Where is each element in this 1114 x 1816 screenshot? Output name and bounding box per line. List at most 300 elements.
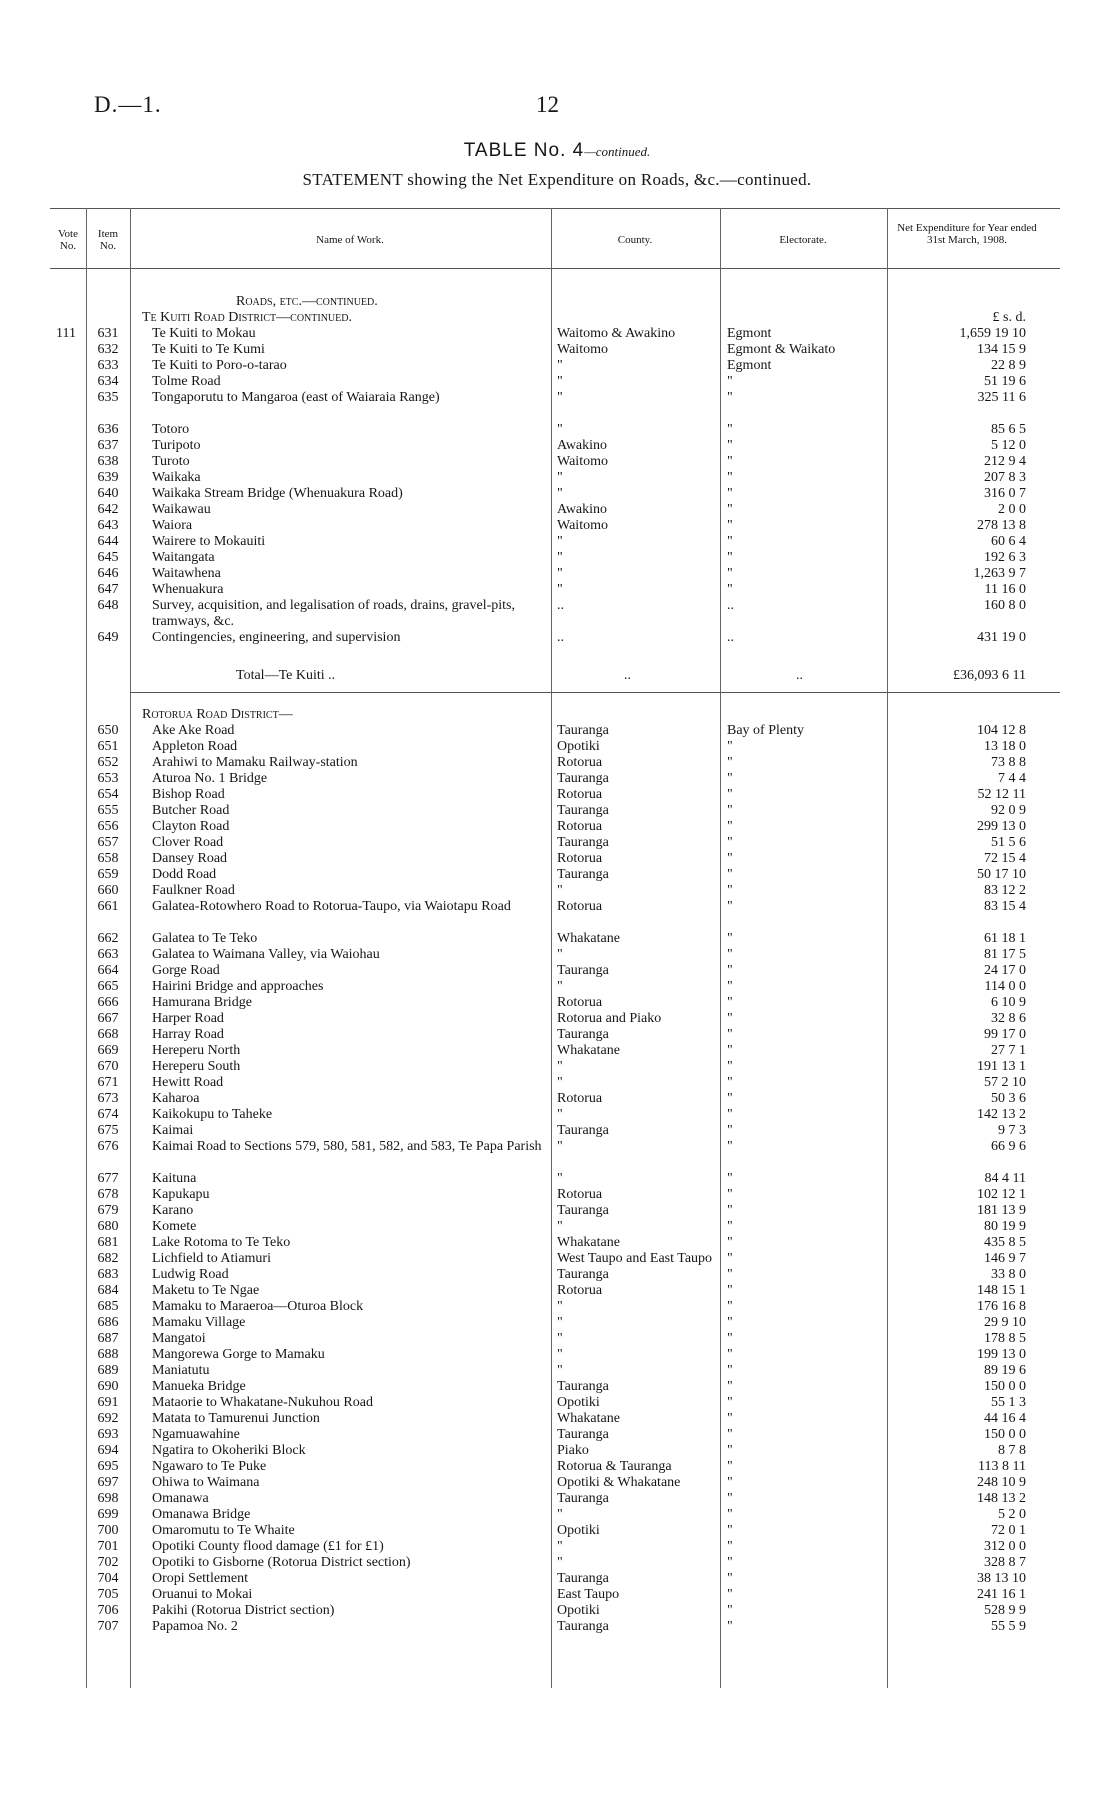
work-name: Ohiwa to Waimana [152, 1475, 260, 1490]
expenditure-value: 83 15 4 [984, 899, 1026, 914]
expenditure-value: 150 0 0 [984, 1379, 1026, 1394]
table-row [0, 1123, 1114, 1139]
electorate-value: Egmont [727, 358, 772, 373]
expenditure-value: 50 3 6 [991, 1091, 1026, 1106]
expenditure-value: 241 16 1 [977, 1587, 1026, 1602]
electorate-value: " [727, 390, 733, 405]
work-name: Aturoa No. 1 Bridge [152, 771, 268, 786]
electorate-value: " [727, 534, 733, 549]
item-number: 660 [97, 883, 119, 898]
expenditure-value: 1,263 9 7 [973, 566, 1026, 581]
table-body [0, 294, 1114, 1635]
expenditure-value: 113 8 11 [978, 1459, 1026, 1474]
county-value: Rotorua [557, 899, 603, 914]
electorate-value: " [727, 1123, 733, 1138]
work-name: Pakihi (Rotorua District section) [152, 1603, 335, 1618]
electorate-value: " [727, 502, 733, 517]
table-row [0, 979, 1114, 995]
expenditure-value: 104 12 8 [977, 723, 1026, 738]
table-row [0, 1475, 1114, 1491]
table-row [0, 1539, 1114, 1555]
col-head-electorate: Electorate. [779, 234, 827, 246]
table-row [0, 819, 1114, 835]
electorate-value: " [727, 470, 733, 485]
expenditure-value: 114 0 0 [984, 979, 1026, 994]
table-row [0, 995, 1114, 1011]
item-number: 691 [97, 1395, 119, 1410]
electorate-value: " [727, 1059, 733, 1074]
expenditure-value: 89 19 6 [984, 1363, 1026, 1378]
work-name: Hamurana Bridge [152, 995, 252, 1010]
electorate-value: " [727, 422, 733, 437]
electorate-value: " [727, 1427, 733, 1442]
expenditure-value: 528 9 9 [984, 1603, 1026, 1618]
county-value: East Taupo [557, 1587, 620, 1602]
expenditure-value: 80 19 9 [984, 1219, 1026, 1234]
total-dots-county: .. [624, 668, 631, 683]
item-number: 671 [97, 1075, 119, 1090]
county-value: Waitomo [557, 342, 608, 357]
electorate-value: " [727, 1299, 733, 1314]
county-value: Tauranga [557, 1379, 609, 1394]
electorate-value: Bay of Plenty [727, 723, 804, 738]
electorate-value: " [727, 1587, 733, 1602]
electorate-value: " [727, 787, 733, 802]
item-number: 695 [97, 1459, 119, 1474]
county-value: " [557, 358, 563, 373]
item-number: 652 [97, 755, 119, 770]
work-name: Tongaporutu to Mangaroa (east of Waiaraia Range) [152, 390, 440, 405]
item-number: 651 [97, 739, 119, 754]
electorate-value: " [727, 819, 733, 834]
electorate-value: " [727, 1075, 733, 1090]
electorate-value: " [727, 438, 733, 453]
table-row [0, 566, 1114, 582]
electorate-value: " [727, 899, 733, 914]
expenditure-value: 181 13 9 [977, 1203, 1026, 1218]
expenditure-value: 146 9 7 [984, 1251, 1026, 1266]
col-head-name: Name of Work. [316, 234, 384, 246]
electorate-value: " [727, 1603, 733, 1618]
table-row [0, 358, 1114, 374]
county-value: " [557, 470, 563, 485]
electorate-value: " [727, 518, 733, 533]
work-name: Arahiwi to Mamaku Railway-station [152, 755, 358, 770]
county-value: " [557, 1171, 563, 1186]
work-name: Hereperu South [152, 1059, 241, 1074]
expenditure-value: 2 0 0 [998, 502, 1026, 517]
county-value: " [557, 566, 563, 581]
table-row [0, 534, 1114, 550]
item-number: 644 [97, 534, 119, 549]
section-heading-row [0, 294, 1114, 310]
statement-subtitle: STATEMENT showing the Net Expenditure on Roads, &c.—continued. [302, 170, 812, 189]
electorate-value: " [727, 1539, 733, 1554]
expenditure-value: 325 11 6 [977, 390, 1026, 405]
electorate-value: " [727, 771, 733, 786]
table-row [0, 630, 1114, 646]
item-number: 640 [97, 486, 119, 501]
table-header-rule [50, 268, 1060, 269]
work-name: Harper Road [152, 1011, 224, 1026]
expenditure-value: 160 8 0 [984, 598, 1026, 613]
expenditure-value: 207 8 3 [984, 470, 1026, 485]
work-name: Wairere to Mokauiti [152, 534, 266, 549]
electorate-value: " [727, 979, 733, 994]
electorate-value: .. [727, 630, 734, 645]
report-reference: D.—1. [94, 92, 162, 117]
item-number: 678 [97, 1187, 119, 1202]
electorate-value: " [727, 1043, 733, 1058]
item-number: 638 [97, 454, 119, 469]
item-number: 706 [97, 1603, 119, 1618]
electorate-value: " [727, 1379, 733, 1394]
electorate-value: " [727, 1619, 733, 1634]
county-value: Rotorua [557, 1187, 603, 1202]
electorate-value: " [727, 1235, 733, 1250]
work-name: Omanawa [152, 1491, 209, 1506]
item-number: 702 [97, 1555, 119, 1570]
work-name: Dodd Road [152, 867, 217, 882]
county-value: " [557, 1507, 563, 1522]
county-value: .. [557, 630, 564, 645]
item-number: 632 [97, 342, 119, 357]
expenditure-value: 134 15 9 [977, 342, 1026, 357]
item-number: 704 [97, 1571, 119, 1586]
county-value: " [557, 1059, 563, 1074]
work-name: Turipoto [152, 438, 201, 453]
item-number: 669 [97, 1043, 119, 1058]
item-number: 662 [97, 931, 119, 946]
electorate-value: " [727, 566, 733, 581]
table-row [0, 867, 1114, 883]
electorate-value: Egmont [727, 326, 772, 341]
item-number: 653 [97, 771, 119, 786]
county-value: Tauranga [557, 835, 609, 850]
expenditure-value: 83 12 2 [984, 883, 1026, 898]
table-row [0, 1459, 1114, 1475]
work-name: Waitangata [152, 550, 215, 565]
electorate-value: " [727, 1459, 733, 1474]
electorate-value: " [727, 1171, 733, 1186]
item-number: 707 [97, 1619, 119, 1634]
county-value: Rotorua [557, 995, 603, 1010]
work-name: Oruanui to Mokai [152, 1587, 253, 1602]
col-head-county: County. [617, 234, 653, 246]
electorate-value: .. [727, 598, 734, 613]
work-name: Matata to Tamurenui Junction [152, 1411, 320, 1426]
electorate-value: " [727, 1523, 733, 1538]
electorate-value: " [727, 755, 733, 770]
table-row [0, 1187, 1114, 1203]
expenditure-value: 142 13 2 [977, 1107, 1026, 1122]
expenditure-value: 51 5 6 [991, 835, 1026, 850]
work-name: Clayton Road [152, 819, 230, 834]
county-value: Rotorua and Piako [557, 1011, 662, 1026]
item-number: 676 [97, 1139, 119, 1154]
table-row [0, 1619, 1114, 1635]
electorate-value: " [727, 1555, 733, 1570]
work-name: Ngawaro to Te Puke [152, 1459, 267, 1474]
county-value: Opotiki [557, 1523, 600, 1538]
table-row [0, 1011, 1114, 1027]
expenditure-value: 33 8 0 [991, 1267, 1026, 1282]
expenditure-value: 176 16 8 [977, 1299, 1026, 1314]
item-number: 636 [97, 422, 119, 437]
table-row [0, 947, 1114, 963]
electorate-value: " [727, 1395, 733, 1410]
section-heading: Roads, etc.—continued. [236, 294, 378, 309]
county-value: Opotiki [557, 739, 600, 754]
work-name: Kaikokupu to Taheke [152, 1107, 273, 1122]
work-name: Ake Ake Road [152, 723, 235, 738]
table-row [0, 598, 1114, 630]
work-name: Mangatoi [152, 1331, 206, 1346]
work-name: Dansey Road [152, 851, 228, 866]
electorate-value: " [727, 1187, 733, 1202]
table-row [0, 518, 1114, 534]
item-number: 693 [97, 1427, 119, 1442]
work-name: Harray Road [152, 1027, 224, 1042]
table-row [0, 422, 1114, 438]
table-row [0, 1491, 1114, 1507]
item-number: 633 [97, 358, 119, 373]
county-value: Tauranga [557, 803, 609, 818]
work-name: Appleton Road [152, 739, 238, 754]
county-value: Waitomo [557, 518, 608, 533]
electorate-value: " [727, 883, 733, 898]
electorate-value: " [727, 1107, 733, 1122]
electorate-value: " [727, 1219, 733, 1234]
electorate-value: " [727, 374, 733, 389]
item-number: 675 [97, 1123, 119, 1138]
item-number: 700 [97, 1523, 119, 1538]
table-row [0, 582, 1114, 598]
table-row [0, 1427, 1114, 1443]
item-number: 650 [97, 723, 119, 738]
electorate-value: " [727, 1475, 733, 1490]
electorate-value: " [727, 582, 733, 597]
table-row [0, 1347, 1114, 1363]
table-row [0, 883, 1114, 899]
expenditure-value: 50 17 10 [977, 867, 1026, 882]
work-name: Kaimai Road to Sections 579, 580, 581, 582, and 583, Te Papa Parish [152, 1139, 542, 1154]
electorate-value: " [727, 1267, 733, 1282]
expenditure-value: 72 15 4 [984, 851, 1026, 866]
table-row [0, 1571, 1114, 1587]
expenditure-value: 199 13 0 [977, 1347, 1026, 1362]
item-number: 661 [97, 899, 119, 914]
electorate-value: " [727, 1331, 733, 1346]
expenditure-value: 278 13 8 [977, 518, 1026, 533]
work-name: Galatea to Waimana Valley, via Waiohau [152, 947, 380, 962]
table-top-rule [50, 208, 1060, 209]
county-value: Rotorua & Tauranga [557, 1459, 672, 1474]
expenditure-value: 32 8 6 [991, 1011, 1026, 1026]
item-number: 698 [97, 1491, 119, 1506]
expenditure-value: 5 2 0 [998, 1507, 1026, 1522]
district-heading-te-kuiti: Te Kuiti Road District—continued. [142, 310, 352, 325]
expenditure-value: 81 17 5 [984, 947, 1026, 962]
work-name: Kaimai [152, 1123, 194, 1138]
table-row [0, 1107, 1114, 1123]
total-row [0, 668, 1114, 692]
table-row [0, 438, 1114, 454]
item-number: 646 [97, 566, 119, 581]
county-value: " [557, 1219, 563, 1234]
item-number: 659 [97, 867, 119, 882]
table-row [0, 1395, 1114, 1411]
expenditure-value: 61 18 1 [984, 931, 1026, 946]
county-value: " [557, 582, 563, 597]
county-value: " [557, 1299, 563, 1314]
county-value: Rotorua [557, 1091, 603, 1106]
table-row [0, 1331, 1114, 1347]
county-value: Tauranga [557, 1571, 609, 1586]
expenditure-value: 178 8 5 [984, 1331, 1026, 1346]
item-number: 665 [97, 979, 119, 994]
work-name: Ludwig Road [152, 1267, 229, 1282]
district-heading-row [0, 707, 1114, 723]
county-value: " [557, 390, 563, 405]
expenditure-value: 192 6 3 [984, 550, 1026, 565]
county-value: Opotiki & Whakatane [557, 1475, 681, 1490]
te-kuiti-rows [0, 326, 1114, 646]
county-value: Tauranga [557, 771, 609, 786]
expenditure-value: 22 8 9 [991, 358, 1026, 373]
work-name: Waikaka [152, 470, 201, 485]
expenditure-value: 84 4 11 [984, 1171, 1026, 1186]
item-number: 642 [97, 502, 119, 517]
electorate-value: " [727, 835, 733, 850]
electorate-value: " [727, 1443, 733, 1458]
table-row [0, 1603, 1114, 1619]
district-heading-rotorua: Rotorua Road District— [142, 707, 293, 722]
item-number: 679 [97, 1203, 119, 1218]
item-number: 705 [97, 1587, 119, 1602]
expenditure-value: 6 10 9 [991, 995, 1026, 1010]
expenditure-value: 328 8 7 [984, 1555, 1026, 1570]
table-row [0, 470, 1114, 486]
county-value: Tauranga [557, 963, 609, 978]
county-value: Tauranga [557, 867, 609, 882]
table-row [0, 1507, 1114, 1523]
county-value: Tauranga [557, 1027, 609, 1042]
item-number: 688 [97, 1347, 119, 1362]
county-value: " [557, 1107, 563, 1122]
item-number: 634 [97, 374, 119, 389]
table-row [0, 1251, 1114, 1267]
table-title-main: TABLE No. 4 [463, 140, 585, 161]
page-number: 12 [536, 92, 559, 117]
item-number: 682 [97, 1251, 119, 1266]
expenditure-value: 52 12 11 [977, 787, 1026, 802]
item-number: 699 [97, 1507, 119, 1522]
table-row [0, 1315, 1114, 1331]
table-row [0, 1235, 1114, 1251]
item-number: 664 [97, 963, 119, 978]
work-name: Mangorewa Gorge to Mamaku [152, 1347, 325, 1362]
item-number: 697 [97, 1475, 119, 1490]
work-name: Kapukapu [152, 1187, 210, 1202]
work-name: Kaharoa [152, 1091, 200, 1106]
work-name: Lake Rotoma to Te Teko [152, 1235, 291, 1250]
item-number: 686 [97, 1315, 119, 1330]
table-row [0, 1555, 1114, 1571]
county-value: Rotorua [557, 755, 603, 770]
electorate-value: " [727, 931, 733, 946]
work-name: Opotiki to Gisborne (Rotorua District section) [152, 1555, 411, 1570]
expenditure-value: 248 10 9 [977, 1475, 1026, 1490]
county-value: Whakatane [557, 1235, 620, 1250]
work-name: Opotiki County flood damage (£1 for £1) [152, 1539, 384, 1554]
electorate-value: " [727, 739, 733, 754]
work-name: Mamaku to Maraeroa—Oturoa Block [152, 1299, 364, 1314]
total-rule [130, 692, 1060, 693]
county-value: " [557, 374, 563, 389]
electorate-value: " [727, 454, 733, 469]
electorate-value: " [727, 947, 733, 962]
county-value: " [557, 1539, 563, 1554]
expenditure-value: 102 12 1 [977, 1187, 1026, 1202]
expenditure-value: 57 2 10 [984, 1075, 1026, 1090]
table-row [0, 1283, 1114, 1299]
county-value: " [557, 1139, 563, 1154]
expenditure-value: 99 17 0 [984, 1027, 1026, 1042]
work-name: Omanawa Bridge [152, 1507, 251, 1522]
county-value: West Taupo and East Taupo [557, 1251, 713, 1266]
work-name: Te Kuiti to Poro-o-tarao [152, 358, 287, 373]
expenditure-value: 60 6 4 [991, 534, 1026, 549]
table-title-continued: —continued. [584, 144, 651, 159]
item-number: 683 [97, 1267, 119, 1282]
county-value: Whakatane [557, 1043, 620, 1058]
work-name: Clover Road [152, 835, 224, 850]
table-row [0, 1363, 1114, 1379]
item-number: 643 [97, 518, 119, 533]
expenditure-value: 191 13 1 [977, 1059, 1026, 1074]
county-value: Waitomo [557, 454, 608, 469]
electorate-value: " [727, 963, 733, 978]
expenditure-value: 148 13 2 [977, 1491, 1026, 1506]
expenditure-value: 85 6 5 [991, 422, 1026, 437]
electorate-value: " [727, 1363, 733, 1378]
county-value: Tauranga [557, 1427, 609, 1442]
table-title [0, 140, 1114, 162]
item-number: 648 [97, 598, 119, 613]
expenditure-value: 73 8 8 [991, 755, 1026, 770]
table-row [0, 342, 1114, 358]
work-name: Kaituna [152, 1171, 197, 1186]
expenditure-value: 148 15 1 [977, 1283, 1026, 1298]
county-value: .. [557, 598, 564, 613]
work-name: Waitawhena [152, 566, 221, 581]
electorate-value: " [727, 1011, 733, 1026]
expenditure-value: 316 0 7 [984, 486, 1026, 501]
expenditure-value: 150 0 0 [984, 1427, 1026, 1442]
item-number: 663 [97, 947, 119, 962]
work-name: Hereperu North [152, 1043, 241, 1058]
item-number: 694 [97, 1443, 119, 1458]
item-number: 681 [97, 1235, 119, 1250]
rotorua-rows [0, 723, 1114, 1635]
county-value: " [557, 947, 563, 962]
expenditure-value: 8 7 8 [998, 1443, 1026, 1458]
work-name: Papamoa No. 2 [152, 1619, 238, 1634]
currency-header: £ s. d. [992, 310, 1026, 325]
table-row [0, 502, 1114, 518]
expenditure-value: 7 4 4 [998, 771, 1026, 786]
